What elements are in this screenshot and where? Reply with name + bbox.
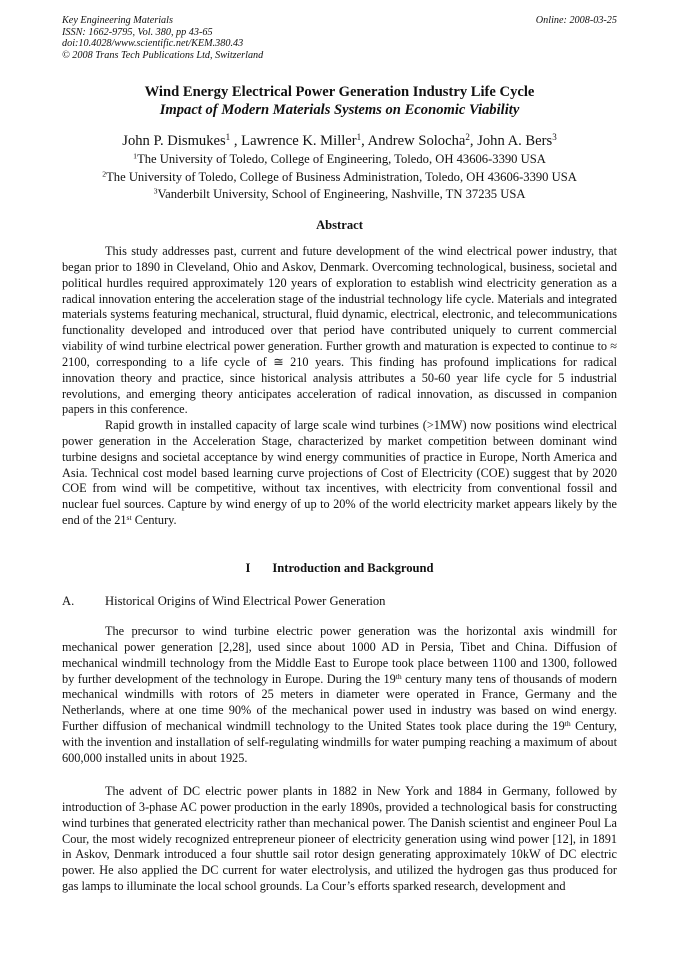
journal-header: [62, 15, 617, 61]
subsection-label: A.: [62, 594, 75, 608]
section-number: I: [245, 561, 251, 575]
title-main: Wind Energy Electrical Power Generation Industry Life Cycle: [144, 84, 535, 100]
body-paragraph-2: The advent of DC electric power plants in 1882 in New York and 1884 in Germany, followed by introduction of 3-phase AC power production in the early 1890s, provided a technological basis for constructing wind turbines that generated electricity rather than mechanical power. The Danish scientist and engineer Poul La Cour, the most widely recognized entrepreneur pioneer of electricity generation using wind power [12], in 1891 in Askov, Denmark introduced a four shuttle sail rotor design generating approximately 10kW of DC electric power. He also applied the DC current for water electrolysis, and utilized the hydrogen gas thus produced for gas lamps to illuminate the local school grounds. La Cour’s efforts sparked research, development and: [62, 784, 617, 894]
author-name: John A. Bers: [477, 133, 553, 149]
affiliation-2: [62, 169, 617, 187]
author-name: Andrew Solocha: [367, 133, 466, 149]
body-p1-text-3: Century, with the invention and installation of self-regulating windmills for water pumping reaching a maximum of about 600,000 installed units in about 1925.: [62, 719, 617, 765]
paper-title: [62, 83, 617, 119]
author-sup: 1: [356, 132, 362, 143]
author-sup: 3: [552, 132, 557, 143]
section-heading: [62, 561, 617, 576]
abstract-paragraph-2: [62, 418, 617, 529]
abstract-p2-tail: Century.: [131, 513, 177, 528]
title-subtitle: Impact of Modern Materials Systems on Economic Viability: [159, 102, 520, 118]
affiliation-sup: 3: [153, 186, 158, 196]
abstract-paragraph-1: This study addresses past, current and future development of the wind electrical power industry, that began prior to 1890 in Cleveland, Ohio and Askov, Denmark. Overcoming technological, business, societal and political hurdles required approximately 120 years of exploration to establish wind electricity generation as a radical innovation entering the acceleration stage of the industrial technology life cycle. Materials and integrated materials systems featuring mechanical, structural, fluid dynamic, electrical, electronic, and telecommunications functionality developed and introduced over that period have contributed uniquely to current commercial viability of wind turbine electrical power generation. Further growth and maturation is expected to continue to ≈ 2100, corresponding to a life cycle of ≅ 210 years. This finding has profound implications for radical innovation theory and practice, since historical analysis attributes a 50-60 year life cycle for 5 industrial revolutions, and emerging theory anticipates acceleration of radical innovation, as discussed in companion papers in this conference.: [62, 244, 617, 417]
body-p1-text-2: century many tens of thousands of modern mechanical windmills with rotors of 25 meters in diameter were operated in France, Germany and the Netherlands, where at one time 90% of the mechanical power used in industry was based on wind energy. Further diffusion of mechanical windmill technology to the United States took place during the 19: [62, 671, 617, 734]
author-sep: ,: [361, 133, 368, 149]
body-p1-text: The precursor to wind turbine electric power generation was the horizontal axis windmill for mechanical power generation [2,28], used since about 1000 AD in Persia, Tibet and China. Diffusion of mechanical windmill technology from the Middle East to Europe took place between 1100 and 1300, followed by further development of the technology in Europe. During the 19: [62, 624, 617, 686]
ordinal-sup: th: [564, 718, 571, 728]
doi-line: doi:10.4028/www.scientific.net/KEM.380.43: [62, 38, 244, 50]
author-sup: 1: [225, 132, 231, 143]
affiliation-sup: 2: [102, 169, 107, 179]
author-block: [62, 131, 617, 204]
ordinal-sup: th: [395, 671, 402, 681]
affiliation-text: The University of Toledo, College of Business Administration, Toledo, OH 43606-3390 USA: [106, 169, 577, 184]
author-names: [62, 131, 617, 151]
abstract-heading: Abstract: [316, 218, 363, 232]
author-name: John P. Dismukes: [122, 133, 226, 149]
section-title: Introduction and Background: [272, 561, 434, 575]
abstract-p2-text: Rapid growth in installed capacity of large scale wind turbines (>1MW) now positions wind electrical power generation in the Acceleration Stage, characterized by market competition between dominant wind turbine designs and societal acceptance by wind energy communities of practice in Europe, North America and Asia. Technical cost model based learning curve projections of Cost of Electricity (COE) suggest that by 2020 COE from wind will be competitive, without tax incentives, with electricity from conventional fossil and nuclear fuel sources. Capture by wind energy of up to 20% of the world electricity market appears likely by the end of the 21: [62, 418, 617, 528]
subsection-title: Historical Origins of Wind Electrical Power Generation: [105, 594, 386, 608]
journal-name: Key Engineering Materials: [62, 15, 173, 26]
body-paragraph-1: [62, 624, 617, 767]
affiliation-3: [62, 186, 617, 204]
affiliation-1: [62, 151, 617, 169]
ordinal-sup: st: [126, 512, 132, 522]
affiliation-sup: 1: [133, 151, 138, 161]
issn-line: ISSN: 1662-9795, Vol. 380, pp 43-65: [62, 26, 213, 38]
affiliation-text: The University of Toledo, College of Engineering, Toledo, OH 43606-3390 USA: [137, 152, 546, 166]
affiliation-text: Vanderbilt University, School of Engineering, Nashville, TN 37235 USA: [157, 187, 526, 201]
author-name: Lawrence K. Miller: [241, 133, 357, 149]
subsection-heading: [62, 594, 617, 609]
copyright-line: © 2008 Trans Tech Publications Ltd, Switzerland: [62, 49, 264, 61]
online-date: Online: 2008-03-25: [535, 15, 617, 26]
author-sep: ,: [469, 133, 478, 149]
author-sep: ,: [230, 133, 242, 149]
author-sup: 2: [465, 132, 470, 143]
